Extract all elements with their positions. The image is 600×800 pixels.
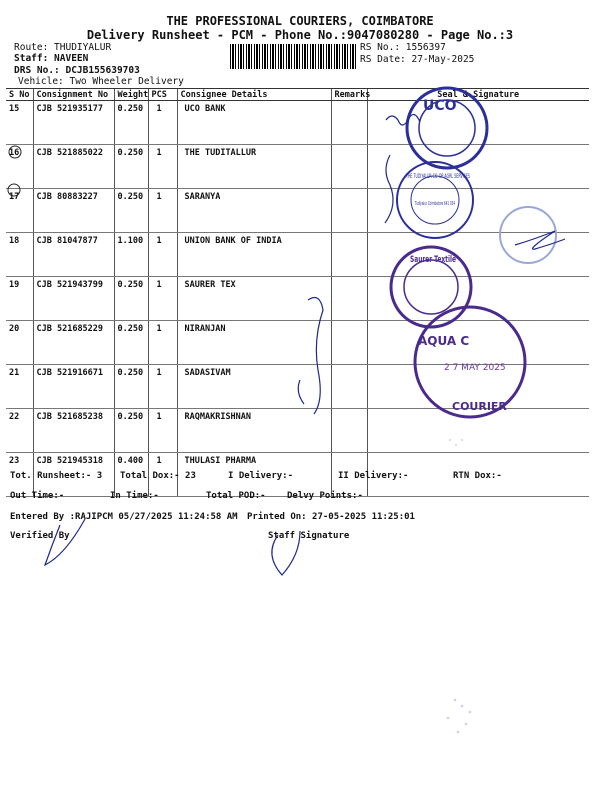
company-title: THE PROFESSIONAL COURIERS, COIMBATORE [166, 14, 434, 28]
cell-consignment: CJB 521885022 [33, 145, 114, 189]
cell-consignment: CJB 81047877 [33, 233, 114, 277]
cell-remarks [331, 145, 367, 189]
cell-consignee: SARANYA [177, 189, 331, 233]
col-seal-signature: Seal & Signature [367, 89, 589, 101]
delvy-points: Delvy Points:- [287, 491, 363, 501]
cell-remarks [331, 101, 367, 145]
cell-weight: 0.250 [114, 189, 148, 233]
cell-consignee: RAQMAKRISHNAN [177, 409, 331, 453]
i-delivery: I Delivery:- [228, 471, 294, 481]
rs-number: RS No.: 1556397 [360, 42, 446, 53]
cell-pcs: 1 [148, 233, 177, 277]
table-row [6, 233, 589, 277]
cell-consignment: CJB 521943799 [33, 277, 114, 321]
staff-signature-label: Staff Signature [268, 531, 350, 541]
cell-remarks [331, 409, 367, 453]
cell-consignee: SADASIVAM [177, 365, 331, 409]
total-pod: Total POD:- [206, 491, 266, 501]
drs-number: DRS No.: DCJB155639703 [14, 65, 140, 76]
table-row [6, 189, 589, 233]
cell-pcs: 1 [148, 277, 177, 321]
cell-signature [367, 365, 589, 409]
col-pcs: PCS [148, 89, 177, 101]
table-row [6, 321, 589, 365]
cell-consignee: THE TUDITALLUR [177, 145, 331, 189]
cell-weight: 0.250 [114, 145, 148, 189]
cell-consignee: UCO BANK [177, 101, 331, 145]
verified-by: Verified By [10, 531, 70, 541]
barcode [230, 44, 356, 69]
col-remarks: Remarks [331, 89, 367, 101]
cell-sno: 23 [6, 453, 33, 497]
runsheet-table [6, 88, 589, 497]
rs-date: RS Date: 27-May-2025 [360, 54, 475, 65]
entered-by: Entered By :RAJIPCM 05/27/2025 11:24:58 AM [10, 512, 238, 522]
cell-consignment: CJB 521916671 [33, 365, 114, 409]
cell-consignment: CJB 80883227 [33, 189, 114, 233]
cell-consignee: UNION BANK OF INDIA [177, 233, 331, 277]
cell-signature [367, 101, 589, 145]
table-row [6, 277, 589, 321]
courier-stamp-text: COURIER [452, 400, 507, 413]
staff-label: Staff: NAVEEN [14, 53, 89, 64]
cell-signature [367, 409, 589, 453]
cell-pcs: 1 [148, 409, 177, 453]
cell-sno: 19 [6, 277, 33, 321]
cell-sno: 18 [6, 233, 33, 277]
vehicle-label: Vehicle: Two Wheeler Delivery [18, 76, 184, 87]
cell-consignee: NIRANJAN [177, 321, 331, 365]
cell-weight: 0.400 [114, 453, 148, 497]
rtn-dox: RTN Dox:- [453, 471, 502, 481]
table-header-row [6, 89, 589, 101]
cell-pcs: 1 [148, 189, 177, 233]
table-row [6, 145, 589, 189]
cell-sno: 21 [6, 365, 33, 409]
cell-consignment: CJB 521685238 [33, 409, 114, 453]
saurer-stamp-text: Saurer Textile [410, 255, 456, 265]
cell-signature [367, 145, 589, 189]
cell-sno: 17 [6, 189, 33, 233]
cell-consignment: CJB 521685229 [33, 321, 114, 365]
cell-sno: 15 [6, 101, 33, 145]
cell-pcs: 1 [148, 101, 177, 145]
cell-weight: 0.250 [114, 365, 148, 409]
cell-pcs: 1 [148, 145, 177, 189]
cell-consignment: CJB 521945318 [33, 453, 114, 497]
cell-consignee: THULASI PHARMA [177, 453, 331, 497]
cell-weight: 0.250 [114, 321, 148, 365]
cell-weight: 1.100 [114, 233, 148, 277]
cell-remarks [331, 233, 367, 277]
stamp-date: 2 7 MAY 2025 [444, 363, 506, 373]
cell-pcs: 1 [148, 321, 177, 365]
cell-remarks [331, 321, 367, 365]
cell-weight: 0.250 [114, 277, 148, 321]
ii-delivery: II Delivery:- [338, 471, 409, 481]
cell-remarks [331, 277, 367, 321]
cell-consignment: CJB 521935177 [33, 101, 114, 145]
tudiyalur-stamp-center: Tudiyalur Coimbatore 641 034 [414, 201, 456, 207]
cell-pcs: 1 [148, 365, 177, 409]
cell-remarks [331, 189, 367, 233]
cell-signature [367, 321, 589, 365]
cell-consignee: SAURER TEX [177, 277, 331, 321]
cell-signature [367, 233, 589, 277]
cell-signature [367, 277, 589, 321]
col-consignee: Consignee Details [177, 89, 331, 101]
route-label: Route: THUDIYALUR [14, 42, 112, 53]
out-time: Out Time:- [10, 491, 65, 501]
tudiyalur-stamp-ring: THE TUDIYALUR CO-OP AGRL SERVICES [405, 173, 471, 180]
in-time: In Time:- [110, 491, 159, 501]
col-weight: Weight [114, 89, 148, 101]
col-consignment: Consignment No [33, 89, 114, 101]
cell-pcs: 1 [148, 453, 177, 497]
cell-weight: 0.250 [114, 409, 148, 453]
total-dox: Total Dox:- 23 [120, 471, 196, 481]
cell-remarks [331, 365, 367, 409]
cell-sno: 20 [6, 321, 33, 365]
tot-runsheet: Tot. Runsheet:- 3 [10, 471, 103, 481]
cell-sno: 16 [6, 145, 33, 189]
printed-on: Printed On: 27-05-2025 11:25:01 [247, 512, 415, 522]
col-sno: S No [6, 89, 33, 101]
table-row [6, 365, 589, 409]
cell-weight: 0.250 [114, 101, 148, 145]
table-row [6, 101, 589, 145]
aqua-stamp-text: AQUA C [418, 334, 470, 348]
uco-stamp-text: UCO [423, 98, 457, 114]
cell-signature [367, 189, 589, 233]
table-row [6, 409, 589, 453]
cell-sno: 22 [6, 409, 33, 453]
runsheet-subtitle: Delivery Runsheet - PCM - Phone No.:9047080280 - Page No.:3 [86, 28, 514, 42]
